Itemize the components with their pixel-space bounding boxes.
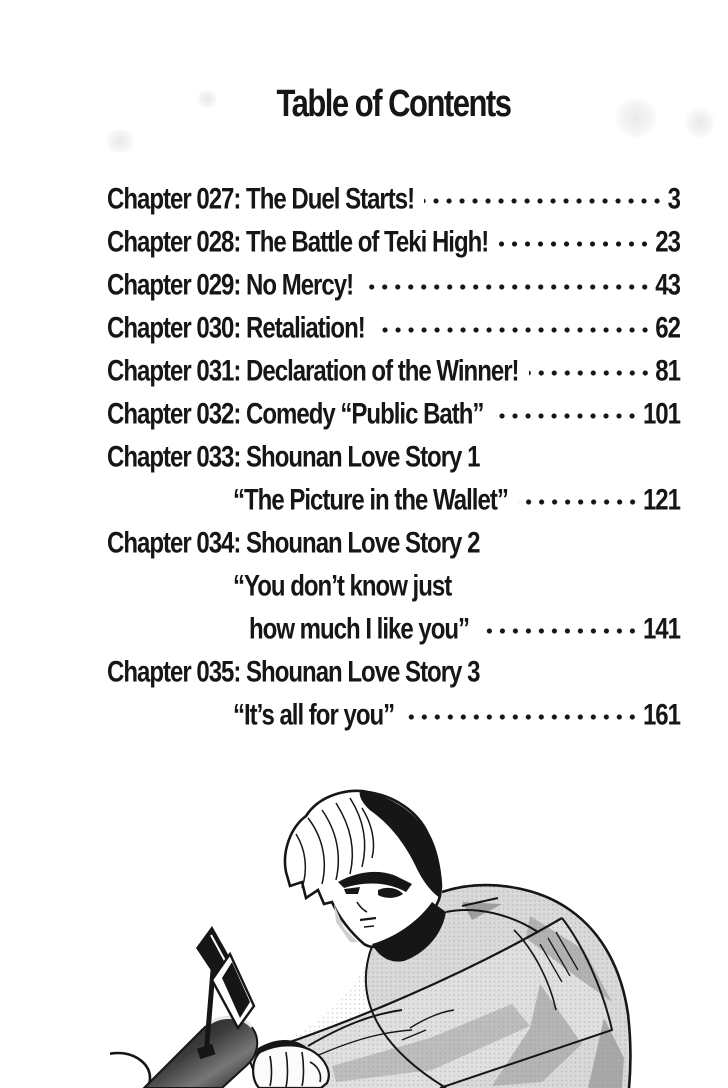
toc-entry-page-number: 141 [642,612,680,646]
manga-illustration [110,786,670,1088]
toc-entry-label: Chapter 028: The Battle of Teki High! [107,225,489,259]
toc-entry [107,436,680,479]
toc-entry [107,479,680,522]
toc-entry-page-number: 43 [655,268,680,302]
toc-entry-page-number: 101 [642,397,680,431]
toc-entry-label: “It’s all for you” [233,698,395,732]
character-head [285,790,446,962]
toc-entry [107,694,680,737]
toc-entry-label: Chapter 027: The Duel Starts! [107,182,415,216]
scan-smudge [686,106,714,140]
toc-entry [107,522,680,565]
toc-entry-label: “You don’t know just [233,569,452,603]
toc-entry-label: Chapter 035: Shounan Love Story 3 [107,655,480,689]
toc-entry-page-number: 161 [642,698,680,732]
toc-dot-leader [404,709,641,725]
toc-entry [107,608,680,651]
toc-entry-label: how much I like you” [249,612,470,646]
toc-dot-leader [493,408,641,424]
toc-dot-leader [529,365,654,381]
toc-entry [107,264,680,307]
toc-entry-label: Chapter 032: Comedy “Public Bath” [107,397,484,431]
toc-entry [107,221,680,264]
toc-entry [107,565,680,608]
page-title-text: Table of Contents [276,82,511,125]
toc-entry [107,178,680,221]
toc-entry-page-number: 3 [667,182,680,216]
toc-entry [107,307,680,350]
toc-entry-label: Chapter 031: Declaration of the Winner! [107,354,519,388]
toc-dot-leader [498,236,653,252]
toc-entry-label: Chapter 033: Shounan Love Story 1 [107,440,480,474]
toc-entry-label: Chapter 029: No Mercy! [107,268,354,302]
page-title [107,82,680,125]
toc-list [107,178,680,737]
toc-dot-leader [424,193,666,209]
toc-entry-page-number: 121 [642,483,680,517]
toc-entry-page-number: 81 [655,354,680,388]
toc-entry-label: “The Picture in the Wallet” [233,483,508,517]
toc-entry-page-number: 23 [655,225,680,259]
toc-dot-leader [518,494,641,510]
toc-dot-leader [363,279,653,295]
toc-entry [107,393,680,436]
toc-entry-label: Chapter 030: Retaliation! [107,311,365,345]
toc-entry [107,350,680,393]
toc-entry-label: Chapter 034: Shounan Love Story 2 [107,526,480,560]
toc-dot-leader [375,322,654,338]
toc-entry [107,651,680,694]
scan-smudge [104,130,136,152]
toc-entry-page-number: 62 [655,311,680,345]
toc-dot-leader [479,623,641,639]
